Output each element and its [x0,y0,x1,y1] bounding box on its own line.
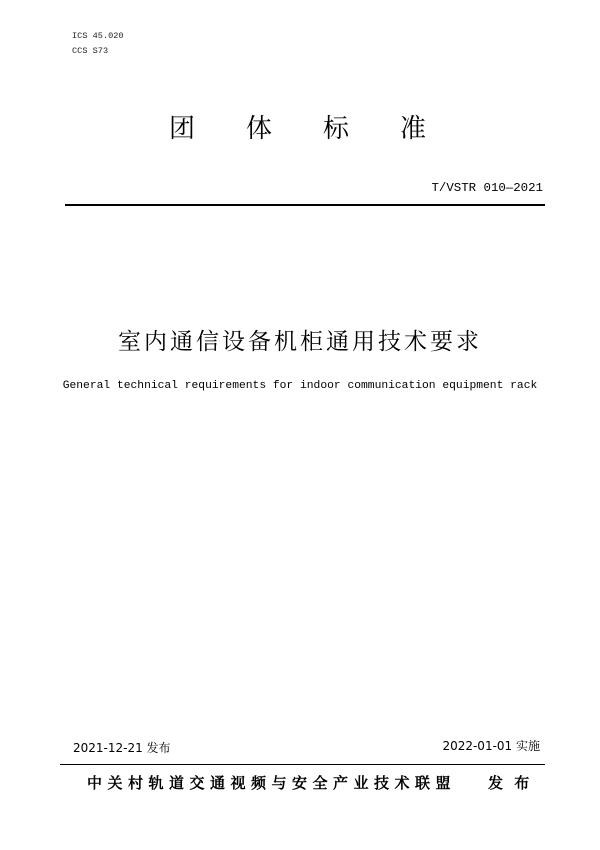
document-title-chinese: 室内通信设备机柜通用技术要求 [118,329,482,355]
publisher-name: 中关村轨道交通视频与安全产业技术联盟 [87,774,457,792]
footer-divider [60,764,545,765]
publisher-action: 发 布 [488,774,530,792]
document-type-heading: 团体标准 [169,114,478,144]
document-title-english: General technical requirements for indoor communication equipment rack [62,380,538,392]
effective-date: 2022-01-01 实施 [442,739,540,753]
ccs-code: CCS S73 [72,46,109,56]
ics-code: ICS 45.020 [72,31,124,41]
standard-number: T/VSTR 010—2021 [431,181,543,195]
publish-date: 2021-12-21 发布 [73,741,171,755]
header-divider [65,204,545,206]
